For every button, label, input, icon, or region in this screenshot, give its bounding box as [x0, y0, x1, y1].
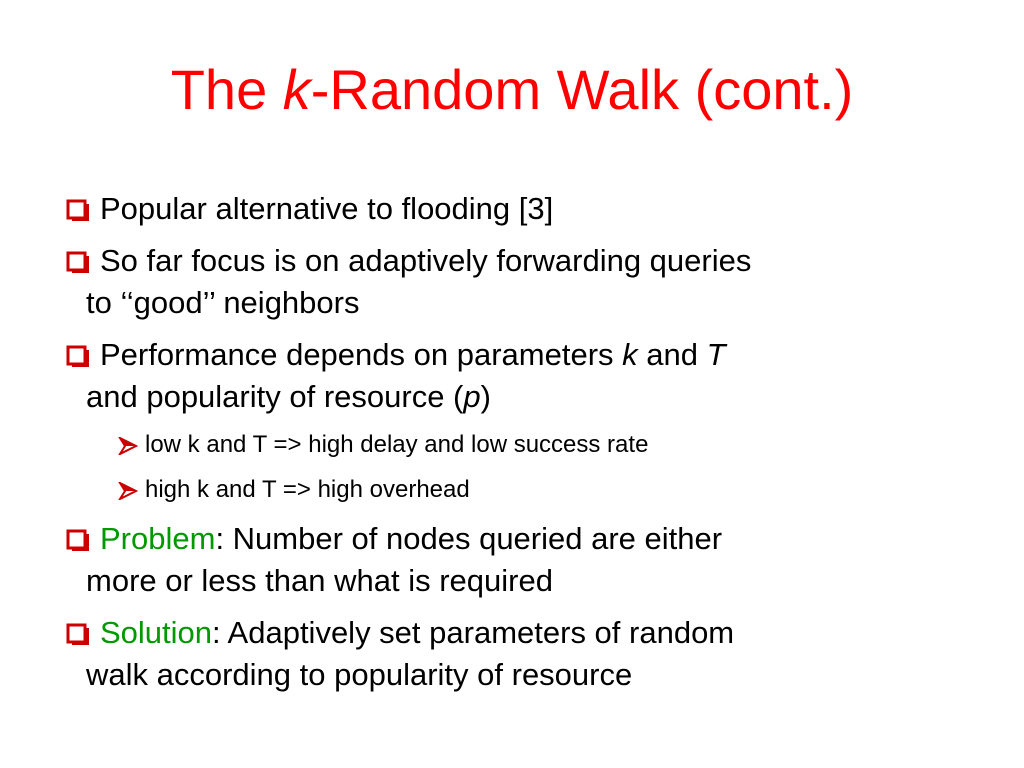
solution-keyword: Solution [100, 615, 213, 650]
hollow-square-icon [66, 527, 92, 553]
text-run: Performance depends on parameters [100, 337, 623, 372]
hollow-square-icon [66, 343, 92, 369]
problem-keyword: Problem [100, 521, 216, 556]
bullet-text [86, 518, 960, 602]
bullet-text [100, 188, 960, 230]
hollow-square-icon [66, 197, 92, 223]
bullet-line [100, 518, 960, 560]
bullet-text [86, 240, 960, 324]
title-italic-k: k [282, 58, 311, 121]
sub-bullet-text: low k and T => high delay and low success rate [145, 431, 649, 458]
param-p: p [463, 379, 481, 414]
param-T: T [706, 337, 726, 372]
param-k: k [622, 337, 638, 372]
bullet-text [86, 334, 960, 418]
title-prefix: The [170, 58, 283, 121]
text-run: ) [480, 379, 491, 414]
bullet-line: Popular alternative to flooding [3] [100, 191, 554, 226]
sub-bullet-text: high k and T => high overhead [145, 476, 470, 503]
title-suffix: -Random Walk (cont.) [310, 58, 854, 121]
bullet-line [100, 612, 960, 654]
text-run: and [637, 337, 707, 372]
hollow-square-icon [66, 249, 92, 275]
text-run: : Adaptively set parameters of random [212, 615, 735, 650]
arrowhead-icon [118, 437, 138, 455]
bullet-text [86, 612, 960, 696]
bullet-line-continued: walk according to popularity of resource [86, 657, 633, 692]
text-run: : Number of nodes queried are either [215, 521, 723, 556]
text-run: and popularity of resource ( [86, 379, 464, 414]
bullet-line-continued: more or less than what is required [86, 563, 553, 598]
bullet-line-continued: to ‘‘good’’ neighbors [86, 285, 360, 320]
arrowhead-icon [118, 482, 138, 500]
bullet-line: So far focus is on adaptively forwarding queries [100, 243, 752, 278]
bullet-line [100, 334, 960, 376]
hollow-square-icon [66, 621, 92, 647]
bullet-line-continued [86, 376, 960, 418]
